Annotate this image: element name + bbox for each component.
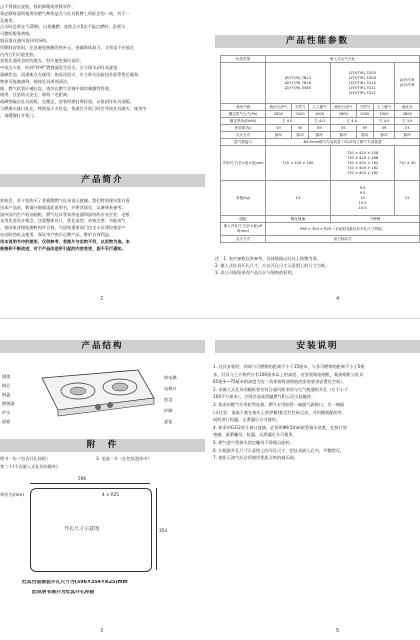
table-cell: 脉冲 <box>373 132 395 139</box>
width-dimension-line <box>30 483 150 484</box>
table-cell: 1000 <box>309 111 331 118</box>
text-line: 器硬状态，再重新点火使用；如再次回火，应立即关闭旋钮并联系售后服务。 <box>0 71 143 77</box>
row-label: 净重(kg) <box>221 181 266 216</box>
template-caption-2: 此说明书展开为灶具开孔样板 <box>32 590 95 595</box>
text-line: 7. 液化石油气灶必须使用优质合格的减压阀。 <box>213 455 298 461</box>
page-number: 2 <box>100 296 104 302</box>
spec-notes <box>215 256 420 276</box>
text-line: 面板 <box>2 419 11 424</box>
text-line: 钢架 <box>2 374 11 379</box>
text-line: 4. 如采用G1/2英寸接口连接，必须用Φ9.5mm软管接头装套，在接口处 <box>213 424 347 430</box>
table-cell: 嵌入式大气式灶 <box>266 56 420 63</box>
table-cell: 脉冲 <box>266 132 292 139</box>
table-cell-line: JZ(Y/T/R)-33B0 <box>284 85 311 90</box>
text-line: 口(注意：请取下套在接头上的护帽)套至红色标记处，并用随机配的夹 <box>213 409 342 415</box>
table-cell: 人工煤气 <box>373 104 395 111</box>
table-cell-line: JZ(Y/T/R)-7B13 <box>284 75 311 80</box>
text-line: 65厘米~75厘米的高度为宜（具体按吸油烟机的安装要求安置比空间）。 <box>213 379 347 385</box>
table-cell: 2000 <box>292 111 309 118</box>
text-line: 内为它们可能变热。 <box>0 51 38 57</box>
row-label: 额定热负荷(kW) <box>221 118 266 125</box>
install-text <box>213 363 420 462</box>
text-line: 用本说明书中的图形，仅供参考，若图片与实物不符，以实物为准。本 <box>0 238 130 244</box>
stove-diagram <box>30 360 160 430</box>
page-divider <box>0 318 420 319</box>
text-line: 底盘 <box>164 397 173 402</box>
table-cell-line: JZ(Y/T/R)-7G11 <box>349 85 376 90</box>
template-caption: 灶具台面嵌装开孔尺寸为(596×354×R25)mm <box>22 580 128 585</box>
table-cell-line: 720 × 420 × 162 <box>346 160 379 165</box>
knob-left-icon <box>95 404 101 410</box>
table-cell: 脉冲 <box>292 132 309 139</box>
text-line: 铜盖 <box>2 392 11 397</box>
text-line: 采用先进设计理念、注重整体设计、优化造型、功效完善、节能省气 <box>0 218 126 224</box>
row-label: 额定供气压力(Pa) <box>221 111 266 118</box>
table-cell: 59 <box>373 125 395 132</box>
table-cell: 1000 <box>373 111 395 118</box>
intro-text <box>0 198 205 252</box>
model-list <box>266 63 331 104</box>
page-number: 4 <box>336 296 340 302</box>
accessory-item: 3. 电池一节（在包装泡沫中） <box>96 456 152 461</box>
table-cell-line: JZ(Y/T/R <box>400 83 415 87</box>
text-line: 国中国内生产低油烟机、燃气灶具等家用电器和厨房的专业企业，老板 <box>0 211 130 217</box>
table-cell-line: JZ(Y/T/R)-7G10 <box>349 80 376 85</box>
text-line: 铜芯 <box>2 383 11 388</box>
table-cell: Φ9.5mm燃气专用软管 / G1/2英寸燃气专用管道 <box>266 139 420 146</box>
spec-title: 产品性能参数 <box>215 35 420 48</box>
text-line: 安装在通风良好的地方，但应避免强风直吹。 <box>0 58 84 64</box>
text-line: 旋钮 <box>164 419 173 424</box>
text-line: 及使用。 <box>0 17 17 23</box>
table-cell: 59 <box>356 125 373 132</box>
row-label: 点火方式 <box>221 132 266 139</box>
table-cell: 液化石 <box>395 104 420 111</box>
text-line: 用期间安装时，注意避免接触发热外元，金属饰体加力，又和直不应放在 <box>0 44 135 50</box>
page-number: 3 <box>100 628 104 634</box>
text-line: 或硬物敲击灶具面板，在搬运、安装时要轻拿轻放，以免损坏灶具面板。 <box>0 99 135 105</box>
text-line: 100平方厘米），否则会造成泄漏燃气积云而引起爆炸。 <box>213 394 316 400</box>
text-line: 米，灶具与上方物件应有100厘米以上的高度，若安装吸油烟机，吸油烟机与灶具 <box>213 371 364 377</box>
table-cell: 右 4.0 <box>373 118 395 125</box>
text-line: 用本产品前，敬请仔细阅读此说明书，并将其保存，以备将来参考。 <box>0 204 126 210</box>
table-cell: 天然气 <box>356 104 373 111</box>
table-cell: 720 × 420 × 180 <box>266 146 331 181</box>
text-line: 3. 本公司保留更改产品设计与规格的权利。 <box>215 269 296 275</box>
model-list <box>330 63 395 104</box>
text-line: 、按国家各级检测机构评合格，为国家重要部门住宅小区建设推荐产 <box>0 225 126 231</box>
text-line: 炉头 <box>2 410 11 415</box>
text-line: 垫圈，旋紧螺母，检漏，无泄漏后方可使用。 <box>213 432 297 438</box>
table-cell: 59 <box>309 125 331 132</box>
row-label: 进气管接口 <box>221 139 266 146</box>
text-line: 炉脚 <box>164 408 173 413</box>
table-cell: 液化石油气 <box>266 104 292 111</box>
table-cell-line: 10 <box>360 195 365 200</box>
table-cell-line: 10.5 <box>358 205 367 210</box>
text-line: 2. 嵌入式灶具开孔尺寸，应以开孔尺寸示意图上的尺寸为准。 <box>215 262 330 268</box>
table-cell-line: JZ(Y/T/R)-7G05 <box>349 70 376 75</box>
text-line: ，请缓慢打开柜门。 <box>0 112 38 118</box>
table-cell: 710 × 40 <box>395 146 420 181</box>
table-cell-line: 720 × 420 × 168 <box>346 155 379 160</box>
table-cell <box>221 63 266 104</box>
table-cell: 右 4.0 <box>309 118 331 125</box>
table-cell: 不锈钢 <box>330 216 419 223</box>
table-cell: 人工煤气 <box>309 104 331 111</box>
text-line: 6. 应根据开孔尺寸示意图上的开孔尺寸，把灶具嵌入孔内，平整即可。 <box>213 447 344 453</box>
model-list <box>395 63 420 104</box>
table-cell: 59 <box>266 125 292 132</box>
template-width: 596 <box>78 476 86 481</box>
accessory-item: 垫二个(不含嵌入式灶具的除外) <box>0 464 58 469</box>
structure-labels-left <box>2 372 26 426</box>
table-cell-line: JZ(Y/T/R)-7B16 <box>284 80 311 85</box>
text-line: 点火时必须在个20秒，以免爆燃，连续点火5次不能点燃时，必须与 <box>0 24 126 30</box>
text-line: 热电偶 <box>164 375 177 380</box>
text-line: 器具需在通风良好的场所。 <box>0 37 51 43</box>
row-label: 热效率(%) <box>221 125 266 132</box>
table-cell: 53 <box>395 125 420 132</box>
row-label: 点火方式 <box>221 236 266 243</box>
accessories-title: 附 件 <box>0 439 205 452</box>
table-cell: 电子脉冲式 <box>266 236 420 243</box>
text-line: 3. 如采用燃气专用软管连接，燃气专用软管一端插气源接口，另一端插 <box>213 401 344 407</box>
table-cell: 2800 <box>395 111 420 118</box>
table-cell: 脉冲 <box>330 132 356 139</box>
structure-title: 产品结构 <box>0 340 205 353</box>
text-line: 电动防伪标志使用，保证用户购买正牌产品，维护自身利益。 <box>0 231 114 237</box>
table-cell: 液化石油气 <box>330 104 356 111</box>
text-line: 燃烧器 <box>2 401 15 406</box>
table-cell: 脉冲 <box>356 132 373 139</box>
table-cell: 2800 <box>266 111 292 118</box>
template-center-label: 开孔尺寸示意图 <box>64 526 100 532</box>
template-height: 354 <box>159 528 167 533</box>
table-cell-line: 9.5 <box>359 185 366 190</box>
text-line: 规格和不断改进，对于产品改进所引起的内容变更，恕不另行通知。 <box>0 245 126 251</box>
table-cell: 钢化玻璃 <box>266 216 331 223</box>
text-line: 与燃烧头接口处在，特别是小火状态，快速打开柜门时会导致灶具熄火；使用中 <box>0 105 147 111</box>
text-line: 可整明服务热线。 <box>0 31 34 37</box>
page-number: 5 <box>336 628 340 634</box>
row-label: 适用气源 <box>221 104 266 111</box>
table-cell: 2000 <box>356 111 373 118</box>
table-cell: 脉冲 <box>309 132 331 139</box>
row-label: 外形尺寸(长×宽×高)mm <box>221 146 266 181</box>
text-line: 中或点火时，听到“呼呼”燃烧器发生回火，应立即关闭灶具旋钮 <box>0 65 118 71</box>
table-cell-line: JZ(Y/T/R <box>400 78 415 82</box>
table-cell-line: 9.5 <box>359 190 366 195</box>
warnings-list <box>0 4 205 120</box>
burner-left-inner <box>70 387 86 395</box>
table-cell: 59 <box>292 125 309 132</box>
text-line: 务必移时部所使用的燃气种类是否与灶具铭牌上所标注的一致，若不一 <box>0 10 130 16</box>
table-cell-line: 710 × 400 × 162 <box>346 170 379 175</box>
text-line: 注：1. 表中参数仅供参考，具体数据以灶具上铭牌为准。 <box>215 256 321 261</box>
table-cell <box>330 146 395 181</box>
table-cell: 脉冲 <box>395 132 420 139</box>
table-cell: 2800 <box>330 111 356 118</box>
text-line: 2. 采嵌入式灶具的橱柜要有符合通风要求的与大气相通的开孔（应不小于 <box>213 386 349 392</box>
text-line: 点不得擅自安装、拆机修理或更换零件。 <box>0 4 76 9</box>
spec-table <box>220 55 420 243</box>
table-cell-line: 10.5 <box>358 200 367 205</box>
text-line: 电极针 <box>164 386 177 391</box>
table-cell-line: 710 × 400 × 162 <box>346 165 379 170</box>
table-cell: 55 <box>330 125 356 132</box>
intro-title: 产品简介 <box>0 174 205 187</box>
template-unit: 单位为(mm) <box>0 492 24 497</box>
table-cell: 左 3.5 <box>395 118 420 125</box>
table-cell-line: JZ(Y/T/R)-7G08 <box>349 75 376 80</box>
text-line: 使用，注意防火安全，保持一定距离。 <box>0 92 72 98</box>
table-cell: 13 <box>266 181 331 216</box>
text-line: 细，燃气软管应被拉直，请勿在燃气烹调中使用刺激性管道， <box>0 85 114 91</box>
table-cell <box>330 181 395 216</box>
table-cell: 左 4.0 <box>330 118 373 125</box>
table-cell: 12 <box>395 181 420 216</box>
template-radius: 4 × R25 <box>102 492 120 497</box>
table-cell-line: 720 × 420 × 158 <box>346 150 379 155</box>
row-label: 嵌入开孔尺寸(长×宽×R角mm) <box>221 223 266 236</box>
height-dimension-line <box>156 488 157 570</box>
table-cell: 596 × 354 × R25（本说明书最后有开孔尺寸样板） <box>266 223 420 236</box>
knob-right-icon <box>107 402 113 408</box>
table-cell: 灶具类型 <box>221 56 266 63</box>
text-line: 物体可能被烧到，保持灶具周围清洁。 <box>0 78 72 84</box>
table-cell: 左 4.0 <box>266 118 309 125</box>
text-line: 5. 燃气进气管接头固定螺母不得擅自旋转。 <box>213 439 294 445</box>
install-title: 安装说明 <box>215 340 420 353</box>
table-cell-line: JZ(Y/T/R)-7G21 <box>349 90 376 95</box>
row-label: 面板 <box>221 216 266 223</box>
accessory-item: 明书一份（包含开孔样板） <box>0 456 51 461</box>
text-line: 同时进行检漏，无泄漏后方可使用。 <box>213 417 281 423</box>
text-line: 1. 灶具安装时，四周与可燃物的距离不小于15厘米，与非可燃物的距离不小于5厘 <box>213 364 365 369</box>
burner-right-inner <box>112 383 128 391</box>
table-cell: 天然气 <box>292 104 309 111</box>
text-line: 款机会，对于您购买了老板牌燃气灶具表示感谢。我们特别建议您在看 <box>0 198 130 203</box>
structure-labels-right <box>164 372 198 427</box>
